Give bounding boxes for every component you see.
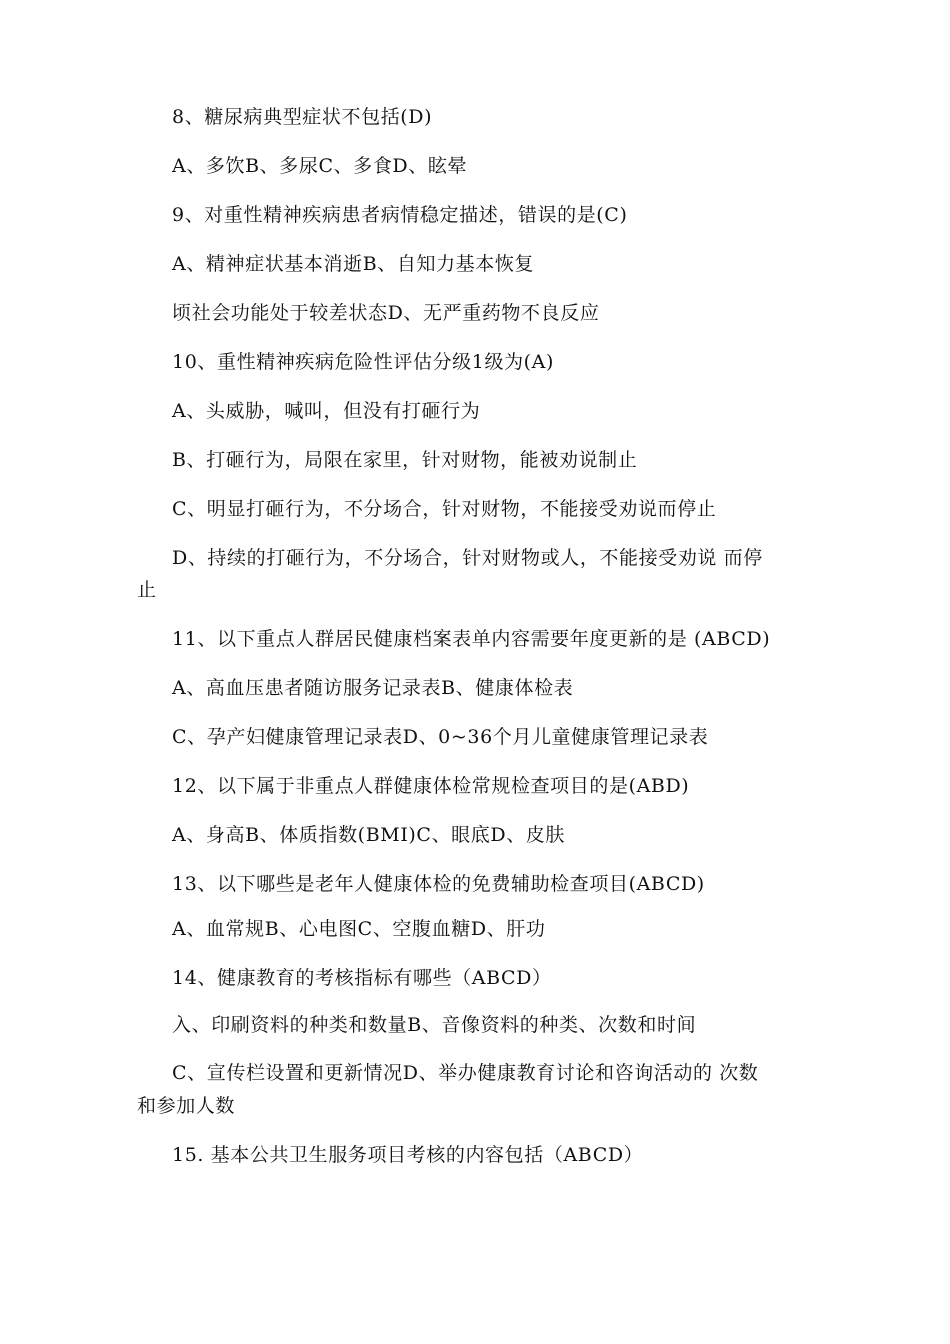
question-12: 12、以下属于非重点人群健康体检常规检查项目的是(ABD)	[172, 775, 690, 797]
question-11: 11、以下重点人群居民健康档案表单内容需要年度更新的是 (ABCD)	[172, 628, 771, 650]
question-10-option-b: B、打砸行为，局限在家里，针对财物，能被劝说制止	[172, 449, 638, 471]
question-10-option-d-continuation: 止	[137, 579, 157, 601]
question-8: 8、糖尿病典型症状不包括(D)	[172, 106, 433, 128]
question-11-options-c-d: C、孕产妇健康管理记录表D、0~36个月儿童健康管理记录表	[172, 726, 709, 748]
question-10-option-c: C、明显打砸行为，不分场合，针对财物，不能接受劝说而停止	[172, 498, 717, 520]
question-12-options: A、身高B、体质指数(BMI)C、眼底D、皮肤	[172, 824, 566, 846]
question-13-options: A、血常规B、心电图C、空腹血糖D、肝功	[172, 918, 546, 940]
question-9-options-a-b: A、精神症状基本消逝B、自知力基本恢复	[172, 253, 535, 275]
question-9-options-c-d: 顷社会功能处于较差状态D、无严重药物不良反应	[172, 302, 600, 324]
question-8-options: A、多饮B、多尿C、多食D、眩晕	[172, 155, 468, 177]
question-10-option-d: D、持续的打砸行为，不分场合，针对财物或人，不能接受劝说 而停	[172, 547, 763, 569]
question-10: 10、重性精神疾病危险性评估分级1级为(A)	[172, 351, 555, 373]
question-10-option-a: A、头威胁，喊叫，但没有打砸行为	[172, 400, 481, 422]
question-14-options-a-b: 入、印刷资料的种类和数量B、音像资料的种类、次数和时间	[172, 1014, 697, 1036]
question-14-options-continuation: 和参加人数	[137, 1095, 236, 1117]
question-15: 15. 基本公共卫生服务项目考核的内容包括（ABCD）	[172, 1144, 644, 1166]
question-9: 9、对重性精神疾病患者病情稳定描述，错误的是(C)	[172, 204, 628, 226]
question-14-options-c-d: C、宣传栏设置和更新情况D、举办健康教育讨论和咨询活动的 次数	[172, 1062, 759, 1084]
question-14: 14、健康教育的考核指标有哪些（ABCD）	[172, 967, 552, 989]
question-13: 13、以下哪些是老年人健康体检的免费辅助检查项目(ABCD)	[172, 873, 705, 895]
question-11-options-a-b: A、高血压患者随访服务记录表B、健康体检表	[172, 677, 574, 699]
